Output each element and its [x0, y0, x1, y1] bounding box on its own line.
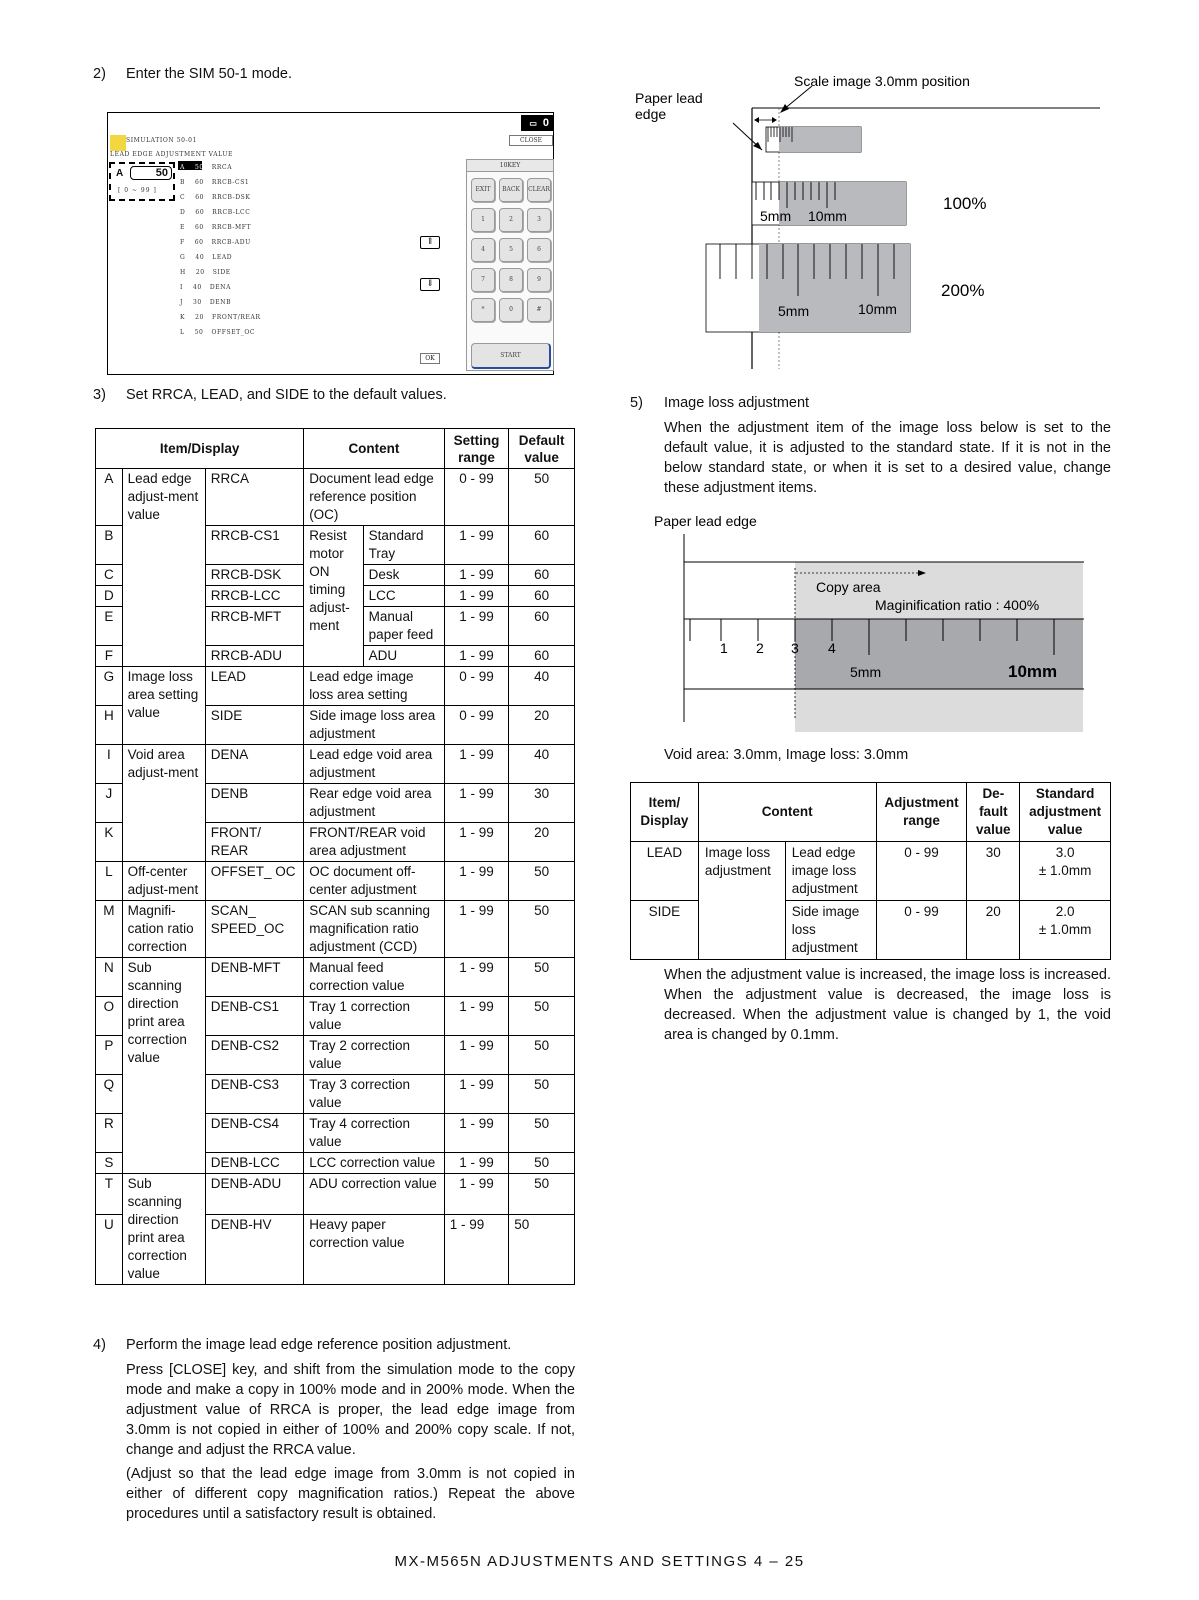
row-default: 50	[509, 901, 575, 958]
group-label: Magnifi-cation ratio correction	[122, 901, 205, 958]
item-value: 40	[195, 254, 205, 261]
row-code: DENB-CS4	[205, 1114, 303, 1153]
row-content: Rear edge void area adjustment	[304, 784, 445, 823]
header-default: Default value	[509, 429, 575, 469]
edge-label: edge	[635, 106, 667, 122]
row-default: 50	[509, 1215, 575, 1285]
scroll-down-button[interactable]: ⇓	[420, 278, 440, 291]
header-content: Content	[698, 783, 876, 842]
row-range: 1 - 99	[444, 1174, 509, 1215]
row-default: 50	[509, 862, 575, 901]
row-range: 1 - 99	[444, 1215, 509, 1285]
key-button[interactable]: *	[471, 298, 495, 322]
table-row	[96, 958, 575, 997]
row-code: SIDE	[631, 901, 699, 960]
paper-lead-edge-label: Paper lead edge	[654, 513, 757, 529]
row-code: FRONT/ REAR	[205, 823, 303, 862]
item-value: 60	[194, 239, 204, 246]
row-default: 20	[967, 901, 1020, 960]
tick-label: 1	[720, 640, 728, 656]
item-letter: K	[180, 314, 186, 321]
row-content: Manual feed correction value	[304, 958, 445, 997]
lead-edge-scale-figure	[635, 64, 1110, 374]
tick-label: 3	[791, 640, 799, 656]
row-default: 60	[509, 586, 575, 607]
item-value: 20	[195, 314, 204, 321]
row-code: RRCB-DSK	[205, 565, 303, 586]
table-row	[96, 1174, 575, 1215]
row-default: 50	[509, 1114, 575, 1153]
item-letter: F	[180, 239, 185, 246]
row-code: LEAD	[205, 667, 303, 706]
key-button[interactable]: 2	[499, 208, 523, 232]
row-default: 60	[509, 526, 575, 565]
closing-paragraph: When the adjustment value is increased, the image loss is increased. When the adjustment value is decreased, the image loss is decreased. When the adjustment value is changed by 1, the void area is changed by 0.1mm.	[664, 967, 1111, 1043]
row-code: DENB-CS2	[205, 1036, 303, 1075]
row-id: I	[96, 745, 123, 784]
sim-50-1-table	[95, 428, 575, 1285]
step4-paragraph: Press [CLOSE] key, and shift from the simulation mode to the copy mode and make a copy in 100% mode and in 200% mode. When the adjustment value of RRCA is proper, the lead edge image from 3.0mm is not copied in either of 100% and 200% copy scale. If not, change and adjust the RRCA value.	[126, 1362, 575, 1458]
row-code: DENB-ADU	[205, 1174, 303, 1215]
item-letter: J	[180, 299, 184, 306]
row-default: 20	[509, 823, 575, 862]
item-name: RRCA	[211, 164, 233, 171]
table-row	[96, 667, 575, 706]
row-range: 1 - 99	[444, 784, 509, 823]
image-loss-table	[630, 782, 1111, 960]
page-footer: MX-M565N ADJUSTMENTS AND SETTINGS 4 – 25	[394, 1553, 805, 1570]
item-name: LEAD	[212, 254, 233, 261]
header-standard: Standard adjustment value	[1020, 783, 1111, 842]
sim-list-item[interactable]	[180, 209, 250, 216]
item-value: 60	[195, 209, 205, 216]
step-number: 3)	[93, 387, 106, 403]
sim-list-item[interactable]	[180, 254, 232, 261]
row-content: Heavy paper correction value	[304, 1215, 445, 1285]
keypad-header: 10KEY	[467, 160, 553, 172]
item-name: DENA	[209, 284, 232, 291]
group-label: Sub scanning direction print area correction value	[122, 1174, 205, 1285]
row-range: 1 - 99	[444, 997, 509, 1036]
row-content: LCC correction value	[304, 1153, 445, 1174]
row-range: 0 - 99	[876, 901, 967, 960]
row-range: 0 - 99	[444, 667, 509, 706]
row-range: 0 - 99	[876, 842, 967, 901]
copy-area-label: Copy area	[816, 579, 881, 595]
label-5mm: 5mm	[850, 664, 882, 680]
row-code: RRCA	[205, 469, 303, 526]
row-id: O	[96, 997, 123, 1036]
current-value[interactable]: 50	[130, 166, 172, 180]
item-value: 40	[192, 284, 202, 291]
row-default: 30	[967, 842, 1020, 901]
row-id: N	[96, 958, 123, 997]
group-label: Lead edge adjust-ment value	[122, 469, 205, 667]
row-content: Manual paper feed	[363, 607, 444, 646]
row-code: RRCB-CS1	[205, 526, 303, 565]
row-id: R	[96, 1114, 123, 1153]
label-10mm: 10mm	[1008, 662, 1058, 681]
current-letter: A	[116, 168, 124, 179]
row-default: 30	[509, 784, 575, 823]
item-letter: D	[180, 209, 186, 216]
row-id: B	[96, 526, 123, 565]
label-5mm: 5mm	[760, 208, 792, 224]
sim-subtitle: LEAD EDGE ADJUSTMENT VALUE	[110, 151, 234, 158]
row-range: 1 - 99	[444, 1114, 509, 1153]
row-default: 50	[509, 1174, 575, 1215]
row-code: DENB-CS3	[205, 1075, 303, 1114]
table-row	[96, 862, 575, 901]
table-row	[96, 469, 575, 526]
item-letter: E	[180, 224, 185, 231]
key-button[interactable]: EXIT	[471, 178, 495, 202]
row-content: Tray 1 correction value	[304, 997, 445, 1036]
row-range: 1 - 99	[444, 862, 509, 901]
row-content: SCAN sub scanning magnification ratio adjustment (CCD)	[304, 901, 445, 958]
step4-paragraph: (Adjust so that the lead edge image from 3.0mm is not copied in either of different copy magnification ratios.) Repeat the above procedures until a satisfactory result is obtained.	[126, 1466, 575, 1522]
key-button[interactable]: 9	[527, 268, 551, 292]
key-button[interactable]: 0	[499, 298, 523, 322]
row-content: Standard Tray	[363, 526, 444, 565]
row-code: DENA	[205, 745, 303, 784]
standard-value: 2.0	[1055, 904, 1075, 919]
paper-lead-label: Paper lead	[635, 90, 703, 106]
row-content: OC document off-center adjustment	[304, 862, 445, 901]
row-range: 1 - 99	[444, 1153, 509, 1174]
magnification-label: Maginification ratio : 400%	[875, 597, 1040, 613]
group-label: Sub scanning direction print area correction value	[122, 958, 205, 1174]
step5-paragraph: When the adjustment item of the image loss below is set to the default value, it is adjusted to the standard state. If it is not in the below standard state, or when it is set to a desired value, change these adjustment items.	[664, 420, 1111, 496]
label-100pct: 100%	[943, 194, 987, 213]
item-name: RRCB-MFT	[211, 224, 252, 231]
group-label: Image loss adjustment	[698, 842, 785, 960]
item-value: 20	[195, 269, 205, 276]
row-id: L	[96, 862, 123, 901]
row-default: 60	[509, 646, 575, 667]
table-row	[96, 745, 575, 784]
row-code: DENB-LCC	[205, 1153, 303, 1174]
row-range: 1 - 99	[444, 646, 509, 667]
key-button[interactable]: 5	[499, 238, 523, 262]
item-value: 60	[195, 194, 205, 201]
row-content: Side image loss adjustment	[785, 901, 876, 960]
sim-list-item[interactable]	[180, 179, 249, 186]
key-button[interactable]: 3	[527, 208, 551, 232]
leader-line	[783, 86, 812, 110]
item-value: 60	[194, 224, 204, 231]
row-code: DENB-CS1	[205, 997, 303, 1036]
step-text: Set RRCA, LEAD, and SIDE to the default values.	[126, 387, 447, 403]
item-name: RRCB-LCC	[212, 209, 251, 216]
key-button[interactable]: 7	[471, 268, 495, 292]
sim-list-item[interactable]	[180, 269, 231, 276]
copy-counter	[521, 115, 553, 131]
row-content: Lead edge image loss adjustment	[785, 842, 876, 901]
row-content: Desk	[363, 565, 444, 586]
row-range: 1 - 99	[444, 1036, 509, 1075]
row-default: 20	[509, 706, 575, 745]
row-content: FRONT/REAR void area adjustment	[304, 823, 445, 862]
step-text: Enter the SIM 50-1 mode.	[126, 66, 293, 82]
table-row	[631, 842, 1111, 901]
label-10mm: 10mm	[808, 208, 847, 224]
row-range: 1 - 99	[444, 1075, 509, 1114]
row-range: 1 - 99	[444, 607, 509, 646]
counter-value: 0	[542, 117, 549, 129]
row-default: 50	[509, 469, 575, 526]
item-letter: G	[180, 254, 186, 261]
row-range: 1 - 99	[444, 958, 509, 997]
row-code: RRCB-MFT	[205, 607, 303, 646]
sim-list-item[interactable]	[180, 224, 251, 231]
simulation-screen	[107, 112, 554, 375]
row-code: RRCB-LCC	[205, 586, 303, 607]
step-number: 4)	[93, 1337, 106, 1353]
item-value: 50	[194, 329, 204, 336]
key-button[interactable]: BACK	[499, 178, 523, 202]
row-content: ADU correction value	[304, 1174, 445, 1215]
step-number: 5)	[630, 395, 643, 411]
row-default: 50	[509, 958, 575, 997]
row-range: 1 - 99	[444, 823, 509, 862]
key-button[interactable]: 8	[499, 268, 523, 292]
row-code: RRCB-ADU	[205, 646, 303, 667]
header-range: Adjustment range	[876, 783, 967, 842]
group-label: Off-center adjust-ment	[122, 862, 205, 901]
sim-list-item[interactable]	[180, 194, 250, 201]
row-id: H	[96, 706, 123, 745]
scale-image-label: Scale image 3.0mm position	[794, 73, 970, 89]
table-row	[96, 901, 575, 958]
void-area-text: Void area: 3.0mm, Image loss: 3.0mm	[664, 747, 909, 763]
item-name: RRCB-ADU	[211, 239, 251, 246]
row-range: 1 - 99	[444, 901, 509, 958]
arrow-head	[772, 117, 777, 123]
header-item: Item/ Display	[631, 783, 699, 842]
row-code: SCAN_ SPEED_OC	[205, 901, 303, 958]
row-content: Lead edge void area adjustment	[304, 745, 445, 784]
tolerance: ± 1.0mm	[1038, 863, 1092, 878]
item-value: 50	[194, 164, 204, 171]
row-code: OFFSET_ OC	[205, 862, 303, 901]
row-code: SIDE	[205, 706, 303, 745]
sim-list-item[interactable]	[180, 284, 231, 291]
row-standard	[1020, 842, 1111, 901]
row-default: 50	[509, 1036, 575, 1075]
row-id: G	[96, 667, 123, 706]
row-code: LEAD	[631, 842, 699, 901]
ok-button[interactable]: OK	[420, 353, 440, 364]
row-content: Tray 4 correction value	[304, 1114, 445, 1153]
row-range: 0 - 99	[444, 706, 509, 745]
item-letter: L	[180, 329, 185, 336]
item-value: 30	[193, 299, 202, 306]
item-name: RRCB-CS1	[211, 179, 250, 186]
item-letter: A	[180, 164, 185, 171]
step-title: Perform the image lead edge reference position adjustment.	[126, 1337, 512, 1353]
close-button[interactable]: CLOSE	[509, 135, 553, 146]
highlight-marker	[110, 135, 126, 151]
paper-icon: ▭	[529, 119, 537, 128]
row-id: C	[96, 565, 123, 586]
key-button[interactable]: 4	[471, 238, 495, 262]
sim-list-item[interactable]	[180, 164, 232, 171]
row-content: Tray 2 correction value	[304, 1036, 445, 1075]
row-id: K	[96, 823, 123, 862]
step-title: Image loss adjustment	[664, 395, 810, 411]
row-id: J	[96, 784, 123, 823]
item-letter: C	[180, 194, 186, 201]
label-200pct: 200%	[941, 281, 985, 300]
row-id: M	[96, 901, 123, 958]
item-value: 60	[195, 179, 204, 186]
sim-list-item[interactable]	[180, 239, 251, 246]
row-id: T	[96, 1174, 123, 1215]
key-button[interactable]: 1	[471, 208, 495, 232]
row-content: ADU	[363, 646, 444, 667]
group-label: Void area adjust-ment	[122, 745, 205, 862]
row-range: 1 - 99	[444, 586, 509, 607]
row-range: 1 - 99	[444, 526, 509, 565]
item-name: DENB	[209, 299, 232, 306]
step-number: 2)	[93, 66, 106, 82]
group-label: Resist motor ON timing adjust-ment	[304, 526, 363, 667]
small-scale-shade	[779, 127, 861, 152]
sim-list-item[interactable]	[180, 314, 261, 321]
row-range: 1 - 99	[444, 745, 509, 784]
row-code: DENB-MFT	[205, 958, 303, 997]
label-10mm: 10mm	[858, 301, 897, 317]
ten-key-pad	[466, 159, 554, 371]
start-button[interactable]: START	[471, 343, 551, 369]
key-button[interactable]: #	[527, 298, 551, 322]
row-code: DENB	[205, 784, 303, 823]
tick-label: 4	[828, 640, 836, 656]
row-id: Q	[96, 1075, 123, 1114]
row-default: 60	[509, 565, 575, 586]
row-content: Tray 3 correction value	[304, 1075, 445, 1114]
item-letter: I	[180, 284, 183, 291]
sim-list-item[interactable]	[180, 299, 231, 306]
header-range: Setting range	[444, 429, 509, 469]
group-label: Image loss area setting value	[122, 667, 205, 745]
row-default: 50	[509, 1153, 575, 1174]
item-letter: B	[180, 179, 186, 186]
item-name: FRONT/REAR	[211, 314, 261, 321]
row-content: Side image loss area adjustment	[304, 706, 445, 745]
header-content: Content	[304, 429, 445, 469]
item-name: OFFSET_OC	[211, 329, 256, 336]
key-button[interactable]: 6	[527, 238, 551, 262]
tolerance: ± 1.0mm	[1038, 922, 1092, 937]
header-default: De-fault value	[967, 783, 1020, 842]
row-id: D	[96, 586, 123, 607]
row-content: Document lead edge reference position (OC)	[304, 469, 445, 526]
arrow-head	[754, 117, 759, 123]
row-default: 50	[509, 997, 575, 1036]
row-standard	[1020, 901, 1111, 960]
row-id: A	[96, 469, 123, 526]
row-default: 40	[509, 667, 575, 706]
row-content: LCC	[363, 586, 444, 607]
row-id: S	[96, 1153, 123, 1174]
row-default: 60	[509, 607, 575, 646]
key-button[interactable]: CLEAR	[527, 178, 551, 202]
row-default: 50	[509, 1075, 575, 1114]
scroll-up-button[interactable]: ⇑	[420, 236, 440, 249]
row-id: E	[96, 607, 123, 646]
item-name: RRCB-DSK	[212, 194, 251, 201]
row-id: F	[96, 646, 123, 667]
sim-list-item[interactable]	[180, 329, 255, 336]
item-name: SIDE	[212, 269, 231, 276]
row-range: 0 - 99	[444, 469, 509, 526]
value-range: [ 0 ~ 99 ]	[118, 187, 157, 194]
standard-value: 3.0	[1055, 845, 1075, 860]
row-code: DENB-HV	[205, 1215, 303, 1285]
header-item: Item/Display	[96, 429, 304, 469]
image-loss-figure	[650, 510, 1090, 730]
tick-label: 2	[756, 640, 764, 656]
row-range: 1 - 99	[444, 565, 509, 586]
row-default: 40	[509, 745, 575, 784]
item-letter: H	[180, 269, 186, 276]
row-id: U	[96, 1215, 123, 1285]
row-content: Lead edge image loss area setting	[304, 667, 445, 706]
label-5mm: 5mm	[778, 303, 810, 319]
sim-title: SIMULATION 50-01	[126, 137, 198, 144]
row-id: P	[96, 1036, 123, 1075]
